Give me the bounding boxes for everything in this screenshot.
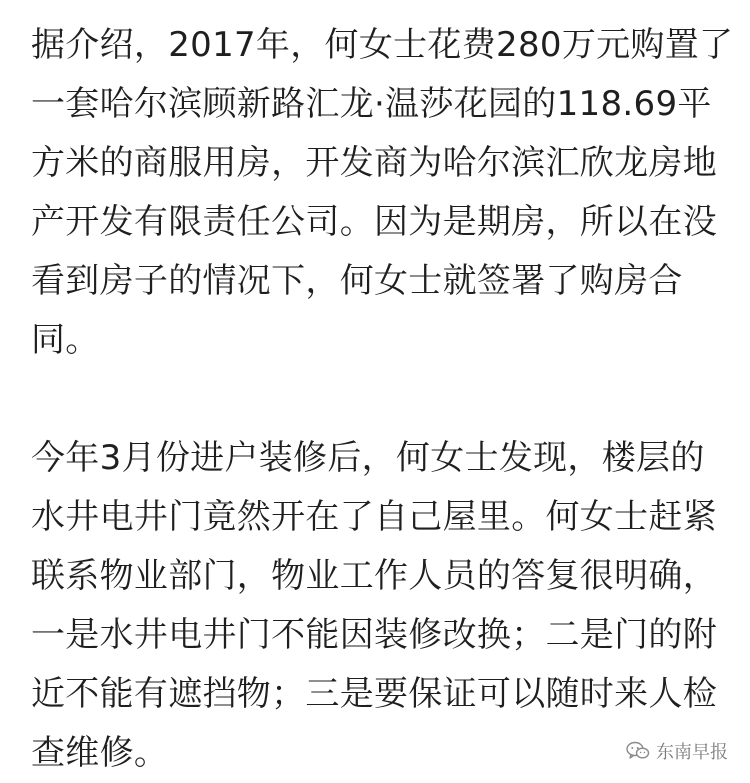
paragraph-line: 一套哈尔滨顾新路汇龙·温莎花园的118.69平 [31,84,712,124]
watermark [626,738,728,764]
paragraph-line: 同。 [31,320,100,360]
watermark-text: 东南早报 [656,742,728,763]
paragraph-line: 联系物业部门，物业工作人员的答复很明确， [31,556,717,596]
paragraph-1 [31,16,734,370]
paragraph-line: 看到房子的情况下，何女士就签署了购房合 [31,261,683,301]
article-body [31,16,734,783]
paragraph-line: 产开发有限责任公司。因为是期房，所以在没 [31,202,717,242]
paragraph-line: 一是水井电井门不能因装修改换；二是门的附 [31,615,717,655]
paragraph-line: 据介绍，2017年，何女士花费280万元购置了 [31,25,734,65]
paragraph-line: 水井电井门竟然开在了自己屋里。何女士赶紧 [31,497,717,537]
paragraph-line: 方米的商服用房，开发商为哈尔滨汇欣龙房地 [31,143,717,183]
paragraph-gap [31,370,731,429]
paragraph-2 [31,429,731,783]
paragraph-line: 查维修。 [31,733,169,773]
paragraph-line: 近不能有遮挡物；三是要保证可以随时来人检 [31,674,717,714]
paragraph-line: 今年3月份进户装修后，何女士发现，楼层的 [31,438,705,478]
wechat-icon [626,741,650,761]
